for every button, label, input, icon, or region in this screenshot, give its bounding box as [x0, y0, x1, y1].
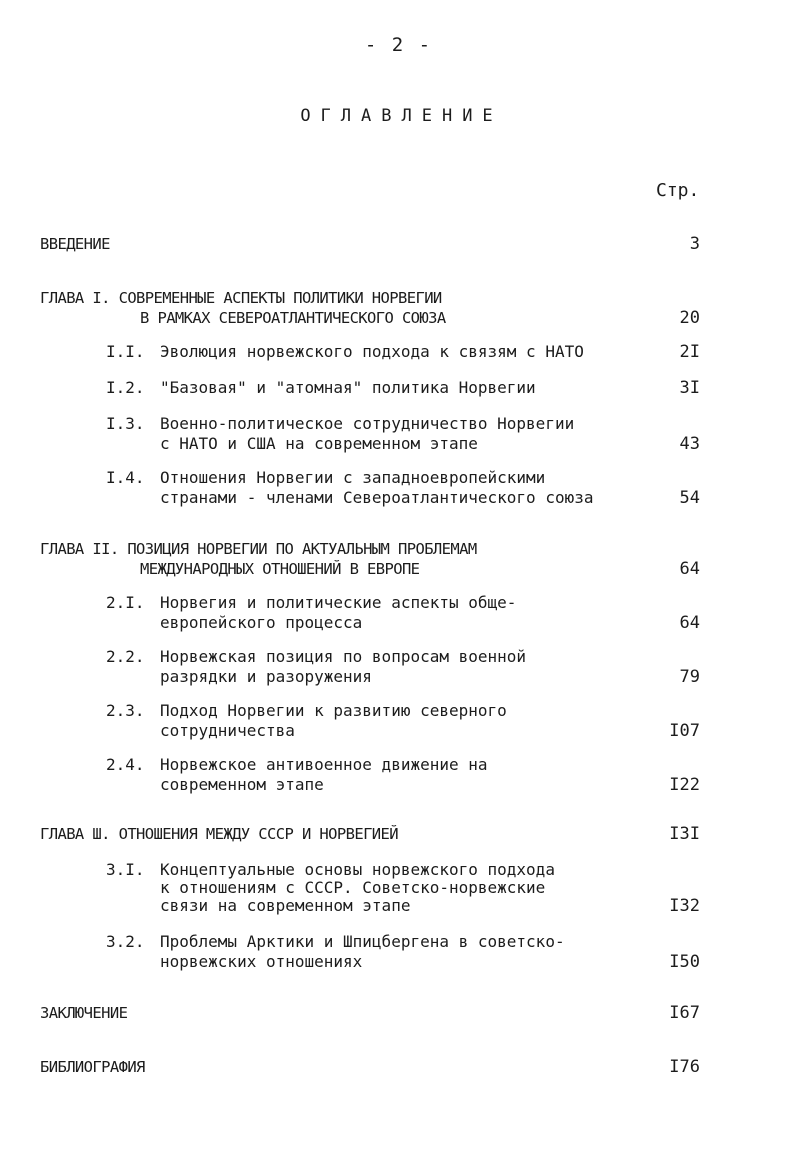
toc-entry-title-line-2: разрядки и разоружения	[160, 667, 372, 686]
toc-entry-title-line-1: Норвегия и политические аспекты обще-	[160, 593, 517, 612]
toc-entry-section-1-2	[40, 378, 705, 398]
toc-entry-title-line-2: европейского процесса	[160, 613, 363, 632]
toc-section-number: 2.2.	[106, 647, 145, 666]
toc-section-number: 2.I.	[106, 593, 145, 612]
toc-page-number: I3I	[669, 824, 700, 844]
toc-entry-title: ВВЕДЕНИЕ	[40, 235, 110, 253]
toc-page-number: I50	[669, 952, 700, 972]
toc-entry-title: ЗАКЛЮЧЕНИЕ	[40, 1004, 128, 1022]
toc-entry-title-line-2: с НАТО и США на современном этапе	[160, 434, 478, 453]
toc-page-number: 54	[679, 488, 700, 508]
toc-entry-title-line-2: современном этапе	[160, 775, 324, 794]
toc-entry-conclusion	[40, 1003, 705, 1023]
toc-entry-title-line-2: странами - членами Североатлантического союза	[160, 488, 594, 507]
toc-entry-section-1-1	[40, 342, 705, 362]
toc-page-number: I32	[669, 896, 700, 916]
toc-entry-title: БИБЛИОГРАФИЯ	[40, 1058, 145, 1076]
toc-entry-title-line-1: Концептуальные основы норвежского подхода	[160, 860, 555, 879]
toc-page-number: 43	[679, 434, 700, 454]
toc-entry-section-2-2	[40, 647, 705, 687]
toc-entry-title-line-1: Отношения Норвегии с западноевропейскими	[160, 468, 546, 487]
toc-section-number: 2.4.	[106, 755, 145, 774]
toc-entry-title-line-2: сотрудничества	[160, 721, 295, 740]
toc-page-number: I76	[669, 1057, 700, 1077]
toc-section-number: I.4.	[106, 468, 145, 487]
page-number: - 2 -	[364, 34, 433, 56]
toc-entry-title-line-1: ГЛАВА II. ПОЗИЦИЯ НОРВЕГИИ ПО АКТУАЛЬНЫМ ПРОБЛЕМАМ	[40, 540, 477, 558]
toc-page-number: 2I	[679, 342, 700, 362]
toc-page-number: 64	[679, 613, 700, 633]
toc-section-number: 2.3.	[106, 701, 145, 720]
toc-entry-title-line-1: Норвежское антивоенное движение на	[160, 755, 488, 774]
toc-section-number: I.I.	[106, 342, 145, 361]
toc-entry-title: "Базовая" и "атомная" политика Норвегии	[160, 378, 536, 397]
toc-entry-section-3-2	[40, 932, 705, 972]
toc-entry-title-line-1: Военно-политическое сотрудничество Норвегии	[160, 414, 575, 433]
toc-section-number: 3.2.	[106, 932, 145, 951]
toc-entry-section-1-4	[40, 468, 705, 508]
toc-entry-title-line-1: Проблемы Арктики и Шпицбергена в советско-	[160, 932, 565, 951]
toc-entry-title-line-1: Норвежская позиция по вопросам военной	[160, 647, 527, 666]
toc-section-number: I.3.	[106, 414, 145, 433]
toc-entry-title-line-1: Подход Норвегии к развитию северного	[160, 701, 507, 720]
toc-entry-section-2-4	[40, 755, 705, 795]
toc-entry-chapter-2	[40, 539, 705, 579]
toc-entry-title-line-2: В РАМКАХ СЕВЕРОАТЛАНТИЧЕСКОГО СОЮЗА	[140, 309, 446, 327]
page-column-header: Стр.	[656, 180, 700, 201]
toc-entry-section-3-1	[40, 860, 705, 916]
toc-entry-bibliography	[40, 1057, 705, 1077]
toc-section-number: I.2.	[106, 378, 145, 397]
toc-entry-title-line-2: к отношениям с СССР. Советско-норвежские	[160, 878, 546, 897]
toc-page-number: 79	[679, 667, 700, 687]
toc-entry-chapter-3	[40, 824, 705, 844]
toc-entry-title-line-1: ГЛАВА I. СОВРЕМЕННЫЕ АСПЕКТЫ ПОЛИТИКИ НОРВЕГИИ	[40, 289, 442, 307]
toc-entry-section-2-1	[40, 593, 705, 633]
toc-page-number: I22	[669, 775, 700, 795]
toc-entry-title-line-2: МЕЖДУНАРОДНЫХ ОТНОШЕНИЙ В ЕВРОПЕ	[140, 560, 420, 578]
toc-entry-title-line-2: норвежских отношениях	[160, 952, 363, 971]
toc-entry-chapter-1	[40, 288, 705, 328]
toc-page-number: 3	[689, 234, 700, 254]
toc-entry-title: Эволюция норвежского подхода к связям с НАТО	[160, 342, 584, 361]
toc-entry-title: ГЛАВА Ш. ОТНОШЕНИЯ МЕЖДУ СССР И НОРВЕГИЕЙ	[40, 825, 399, 843]
page-title: ОГЛАВЛЕНИЕ	[300, 106, 503, 126]
toc-entry-section-1-3	[40, 414, 705, 454]
toc-page-number: 3I	[679, 378, 700, 398]
toc-entry-introduction	[40, 234, 705, 254]
toc-page-number: 20	[679, 308, 700, 328]
toc-section-number: 3.I.	[106, 860, 145, 879]
toc-entry-section-2-3	[40, 701, 705, 741]
toc-page-number: I07	[669, 721, 700, 741]
toc-page-number: I67	[669, 1003, 700, 1023]
toc-page-number: 64	[679, 559, 700, 579]
toc-entry-title-line-3: связи на современном этапе	[160, 896, 411, 915]
